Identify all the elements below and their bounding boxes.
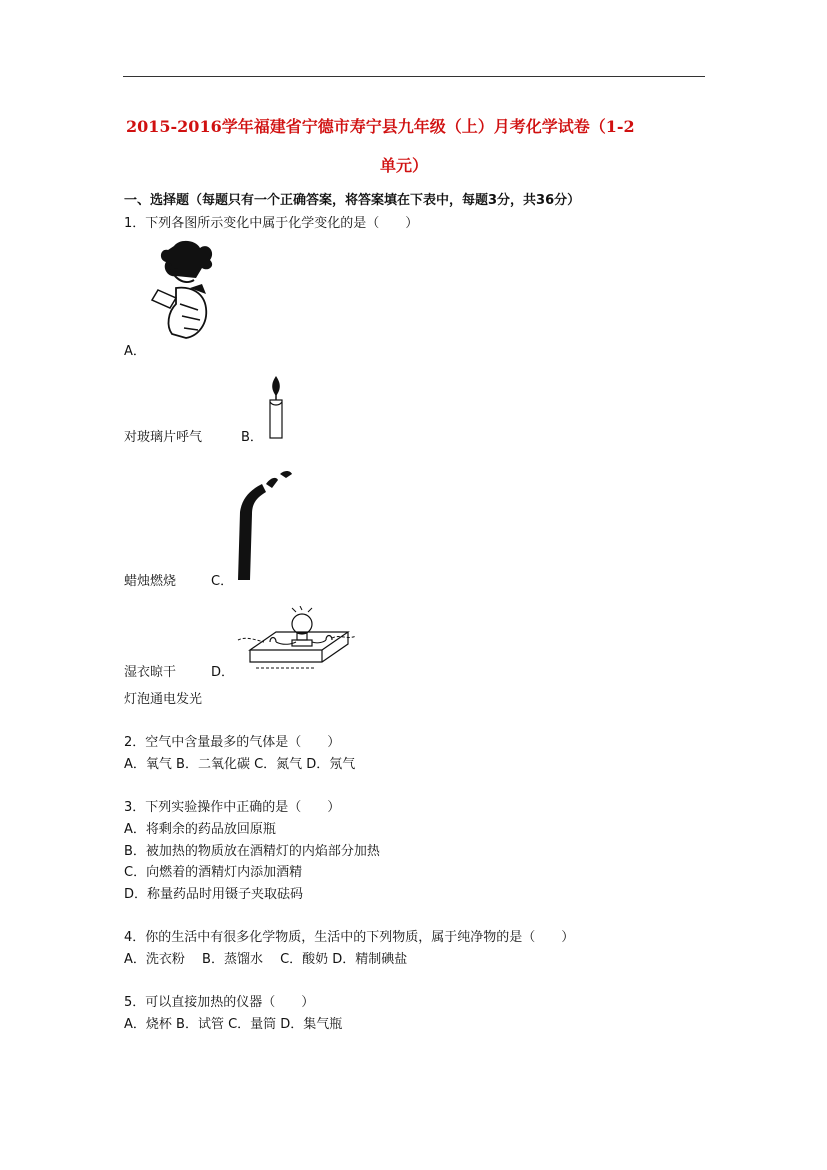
q1-figure-c-drying-image: [230, 466, 296, 584]
header-rule: [123, 76, 705, 77]
q3-option-b: B．被加热的物质放在酒精灯的内焰部分加热: [124, 844, 380, 859]
q2-stem: 2．空气中含量最多的气体是（ ）: [124, 735, 341, 750]
q2-options: A．氧气 B．二氧化碳 C．氮气 D．氖气: [124, 757, 356, 772]
q1-figure-a-breathing-image: [146, 238, 218, 342]
q3-option-d: D．称量药品时用镊子夹取砝码: [124, 887, 304, 902]
q1-b-caption: 蜡烛燃烧: [124, 574, 177, 589]
q4-stem: 4．你的生活中有很多化学物质，生活中的下列物质，属于纯净物的是（ ）: [124, 930, 575, 945]
q5-stem: 5．可以直接加热的仪器（ ）: [124, 995, 315, 1010]
q4-options: A．洗衣粉 B．蒸馏水 C．酸奶 D．精制碘盐: [124, 952, 408, 967]
page-title-line2: 单元）: [380, 156, 429, 175]
q1-figure-b-candle-image: [264, 372, 288, 442]
q1-a-label: A．: [124, 344, 146, 359]
q1-b-label: B．: [241, 430, 263, 445]
q1-d-label: D．: [211, 665, 235, 680]
q1-figure-d-lightbulb-image: [236, 606, 360, 678]
page-title-line1: 2015-2016学年福建省宁德市寿宁县九年级（上）月考化学试卷（1-2: [126, 117, 635, 136]
q1-c-label: C．: [211, 574, 234, 589]
q5-options: A．烧杯 B．试管 C．量筒 D．集气瓶: [124, 1017, 343, 1032]
q3-option-a: A．将剩余的药品放回原瓶: [124, 822, 276, 837]
q1-d-caption: 灯泡通电发光: [124, 692, 203, 707]
q1-a-caption: 对玻璃片呼气: [124, 430, 203, 445]
q1-c-caption: 湿衣晾干: [124, 665, 177, 680]
q3-stem: 3．下列实验操作中正确的是（ ）: [124, 800, 341, 815]
q1-stem: 1．下列各图所示变化中属于化学变化的是（ ）: [124, 216, 419, 231]
q3-option-c: C．向燃着的酒精灯内添加酒精: [124, 865, 303, 880]
section-heading: 一、选择题（每题只有一个正确答案，将答案填在下表中，每题3分，共36分）: [124, 193, 581, 208]
